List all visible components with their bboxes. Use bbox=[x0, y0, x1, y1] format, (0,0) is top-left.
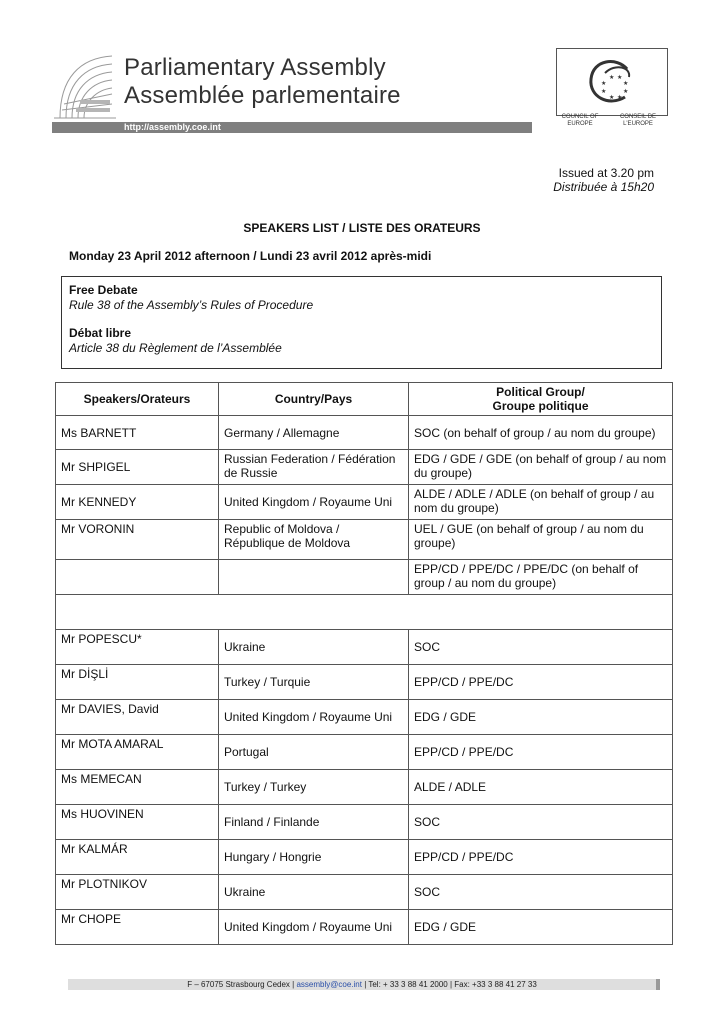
speaker-name: Mr DAVIES, David bbox=[56, 700, 219, 735]
speaker-country: Ukraine bbox=[219, 875, 409, 910]
speaker-country: Russian Federation / Fédération de Russie bbox=[219, 450, 409, 485]
session-date: Monday 23 April 2012 afternoon / Lundi 23 avril 2012 après-midi bbox=[69, 249, 432, 263]
header-group-line-1: Political Group/ bbox=[496, 385, 585, 399]
svg-text:★: ★ bbox=[601, 88, 607, 95]
speaker-country: United Kingdom / Royaume Uni bbox=[219, 910, 409, 945]
table-row bbox=[56, 485, 673, 520]
speakers-table bbox=[55, 382, 673, 945]
speaker-group: EPP/CD / PPE/DC / PPE/DC (on behalf of group / au nom du groupe) bbox=[409, 560, 673, 595]
header-speakers: Speakers/Orateurs bbox=[56, 383, 219, 416]
footer-contact bbox=[68, 979, 656, 990]
speaker-group: EPP/CD / PPE/DC bbox=[409, 665, 673, 700]
issued-time-fr: Distribuée à 15h20 bbox=[553, 180, 654, 194]
assembly-hemicycle-icon bbox=[50, 48, 122, 120]
speaker-country: Finland / Finlande bbox=[219, 805, 409, 840]
speaker-country: Portugal bbox=[219, 735, 409, 770]
table-row bbox=[56, 770, 673, 805]
speaker-name: Mr MOTA AMARAL bbox=[56, 735, 219, 770]
speaker-group: EDG / GDE / GDE (on behalf of group / au nom du groupe) bbox=[409, 450, 673, 485]
speaker-country: Ukraine bbox=[219, 630, 409, 665]
speaker-group: ALDE / ADLE bbox=[409, 770, 673, 805]
speaker-name: Mr PLOTNIKOV bbox=[56, 875, 219, 910]
assembly-url-link[interactable]: http://assembly.coe.int bbox=[124, 122, 221, 132]
table-row bbox=[56, 630, 673, 665]
speaker-name: Mr SHPIGEL bbox=[56, 450, 219, 485]
speaker-country: Republic of Moldova / République de Moldova bbox=[219, 520, 409, 560]
speaker-name: Mr VORONIN bbox=[56, 520, 219, 560]
table-row bbox=[56, 560, 673, 595]
table-row bbox=[56, 700, 673, 735]
speaker-country: Germany / Allemagne bbox=[219, 416, 409, 450]
speaker-name: Mr KENNEDY bbox=[56, 485, 219, 520]
speaker-name: Mr KALMÁR bbox=[56, 840, 219, 875]
speaker-group: UEL / GUE (on behalf of group / au nom du groupe) bbox=[409, 520, 673, 560]
coe-stars-emblem-icon bbox=[557, 49, 667, 115]
speaker-country: Turkey / Turquie bbox=[219, 665, 409, 700]
footer-phone-fax: | Tel: + 33 3 88 41 2000 | Fax: +33 3 88 41 27 33 bbox=[364, 980, 537, 989]
table-row bbox=[56, 520, 673, 560]
table-row bbox=[56, 450, 673, 485]
footer-bar bbox=[68, 979, 660, 990]
table-row bbox=[56, 805, 673, 840]
table-row bbox=[56, 735, 673, 770]
speaker-name: Ms MEMECAN bbox=[56, 770, 219, 805]
table-row bbox=[56, 416, 673, 450]
svg-text:★: ★ bbox=[623, 88, 629, 95]
footer-address: F – 67075 Strasbourg Cedex | bbox=[187, 980, 295, 989]
header-political-group bbox=[409, 383, 673, 416]
svg-text:★: ★ bbox=[617, 74, 623, 81]
footer-email-link[interactable]: assembly@coe.int bbox=[296, 980, 362, 989]
speaker-country: Hungary / Hongrie bbox=[219, 840, 409, 875]
debate-rule-en: Rule 38 of the Assembly’s Rules of Procedure bbox=[69, 298, 314, 312]
debate-rule-fr: Article 38 du Règlement de l’Assemblée bbox=[69, 341, 282, 355]
speaker-group: ALDE / ADLE / ADLE (on behalf of group / au nom du groupe) bbox=[409, 485, 673, 520]
debate-info-box bbox=[61, 276, 662, 369]
table-separator-row bbox=[56, 595, 673, 630]
assembly-title-fr: Assemblée parlementaire bbox=[124, 82, 401, 109]
table-row bbox=[56, 665, 673, 700]
debate-title-en: Free Debate bbox=[69, 283, 138, 297]
speaker-name: Mr DİŞLİ bbox=[56, 665, 219, 700]
coe-label-fr: CONSEIL DE L'EUROPE bbox=[619, 114, 657, 127]
speaker-name: Ms BARNETT bbox=[56, 416, 219, 450]
table-row bbox=[56, 840, 673, 875]
speaker-group: SOC bbox=[409, 875, 673, 910]
speaker-name: Ms HUOVINEN bbox=[56, 805, 219, 840]
coe-label-en: COUNCIL OF EUROPE bbox=[561, 114, 599, 127]
assembly-title-en: Parliamentary Assembly bbox=[124, 54, 386, 81]
table-row bbox=[56, 910, 673, 945]
svg-text:★: ★ bbox=[609, 94, 615, 101]
svg-text:★: ★ bbox=[601, 80, 607, 87]
speaker-group: SOC bbox=[409, 630, 673, 665]
speaker-name: Mr CHOPE bbox=[56, 910, 219, 945]
table-row bbox=[56, 875, 673, 910]
url-bar bbox=[52, 122, 532, 133]
speaker-group: EPP/CD / PPE/DC bbox=[409, 840, 673, 875]
svg-text:★: ★ bbox=[623, 80, 629, 87]
svg-text:★: ★ bbox=[617, 94, 623, 101]
speaker-group: SOC bbox=[409, 805, 673, 840]
speaker-country bbox=[219, 560, 409, 595]
header-country: Country/Pays bbox=[219, 383, 409, 416]
empty-separator-cell bbox=[56, 595, 673, 630]
debate-title-fr: Débat libre bbox=[69, 326, 132, 340]
table-header-row bbox=[56, 383, 673, 416]
speaker-country: United Kingdom / Royaume Uni bbox=[219, 700, 409, 735]
speaker-name: Mr POPESCU* bbox=[56, 630, 219, 665]
document-title: SPEAKERS LIST / LISTE DES ORATEURS bbox=[243, 221, 481, 235]
header-group-line-2: Groupe politique bbox=[492, 399, 589, 413]
speaker-country: United Kingdom / Royaume Uni bbox=[219, 485, 409, 520]
speaker-group: EDG / GDE bbox=[409, 910, 673, 945]
speaker-group: SOC (on behalf of group / au nom du groupe) bbox=[409, 416, 673, 450]
speaker-group: EPP/CD / PPE/DC bbox=[409, 735, 673, 770]
svg-text:★: ★ bbox=[609, 74, 615, 81]
speaker-country: Turkey / Turkey bbox=[219, 770, 409, 805]
coe-emblem-box bbox=[556, 48, 668, 116]
issued-time-en: Issued at 3.20 pm bbox=[558, 166, 654, 180]
speaker-group: EDG / GDE bbox=[409, 700, 673, 735]
speaker-name bbox=[56, 560, 219, 595]
